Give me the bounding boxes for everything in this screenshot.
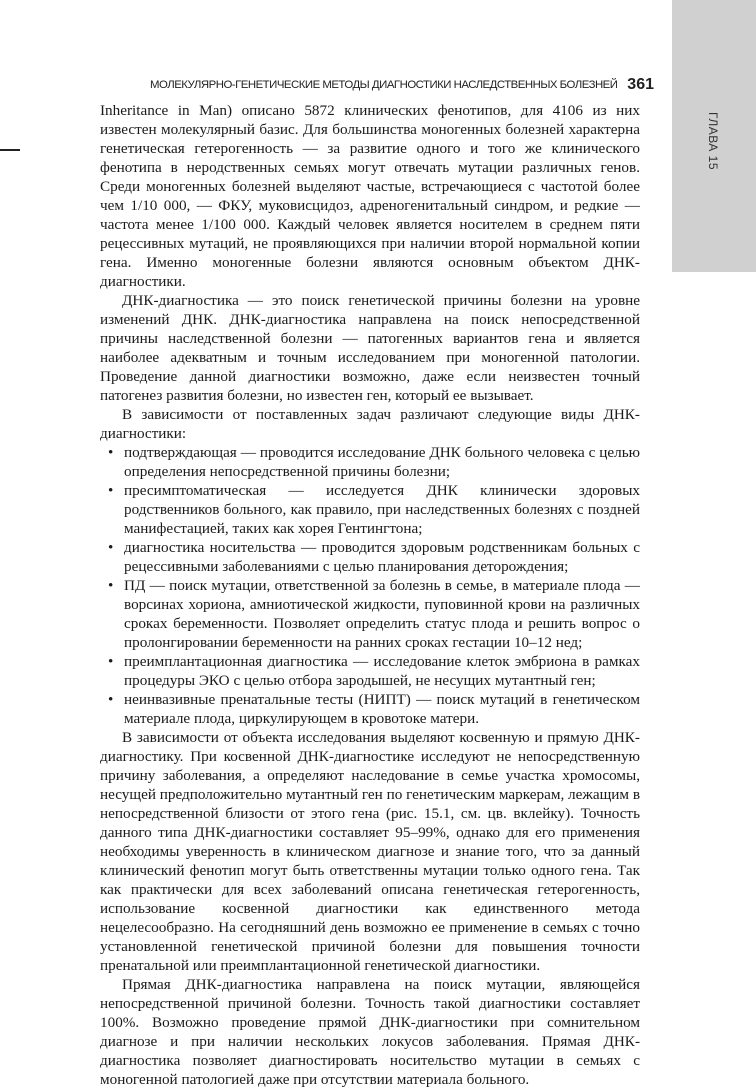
chapter-label: ГЛАВА 15 bbox=[706, 112, 720, 170]
paragraph: ДНК-диагностика — это поиск генетической причины болезни на уровне изменений ДНК. ДНК-диагностика направлена на поиск непосредственной причины наследственной болезни — патогенных вариантов гена и является наиболее адекватным и точным исследованием при моногенной патологии. Проведение данной диагностики возможно, даже если неизвестен точный патогенез развития болезни, но известен ген, который ее вызывает. bbox=[100, 292, 640, 404]
page-header bbox=[150, 77, 654, 99]
list-item: • подтверждающая — проводится исследование ДНК больного человека с целью определения непосредственной причины болезни; bbox=[124, 443, 640, 481]
margin-mark bbox=[0, 149, 20, 151]
list-item: • ПД — поиск мутации, ответственной за болезнь в семье, в материале плода — ворсинах хориона, амниотической жидкости, пуповинной крови на различных сроках беременности. Позволяет определить статус плода и решить вопрос о пролонгировании беременности на ранних сроках гестации 10–12 нед; bbox=[124, 576, 640, 652]
paragraph: Inheritance in Man) описано 5872 клинических фенотипов, для 4106 из них известен молекулярный базис. Для большинства моногенных болезней характерна генетическая гетерогенность — за развитие одного и того же клинического фенотипа в неродственных семьях могут отвечать мутации различных генов. Среди моногенных болезней выделяют частые, встречающиеся с частотой более чем 1/10 000, — ФКУ, муковисцидоз, адреногенитальный синдром, и редкие — частота менее 1/100 000. Каждый человек является носителем в среднем пяти рецессивных мутаций, не проявляющихся при наличии второй нормальной копии гена. Именно моногенные болезни являются основным объектом ДНК-диагностики. bbox=[100, 102, 640, 290]
diagnostics-types-list bbox=[100, 443, 640, 728]
paragraph: Прямая ДНК-диагностика направлена на поиск мутации, являющейся непосредственной причиной болезни. Точность такой диагностики составляет 100%. Возможно проведение прямой ДНК-диагностики при сомнительном диагнозе и при наличии нескольких локусов заболевания. Прямая ДНК-диагностика позволяет диагностировать носительство мутации в семьях с моногенной патологией даже при отсутствии материала больного. bbox=[100, 976, 640, 1088]
list-item: • пресимптоматическая — исследуется ДНК клинически здоровых родственников больного, как правило, при наследственных болезнях с поздней манифестацией, таких как хорея Гентингтона; bbox=[124, 481, 640, 538]
list-item: • диагностика носительства — проводится здоровым родственникам больных с рецессивными заболеваниями с целью планирования деторождения; bbox=[124, 538, 640, 576]
paragraph: В зависимости от поставленных задач различают следующие виды ДНК-диагностики: bbox=[100, 406, 640, 442]
list-item: • преимплантационная диагностика — исследование клеток эмбриона в рамках процедуры ЭКО с целью отбора зародышей, не несущих мутантный ген; bbox=[124, 652, 640, 690]
body-text bbox=[100, 101, 640, 1089]
list-item: • неинвазивные пренатальные тесты (НИПТ) — поиск мутаций в генетическом материале плода, циркулирующем в кровотоке матери. bbox=[124, 690, 640, 728]
running-title: МОЛЕКУЛЯРНО-ГЕНЕТИЧЕСКИЕ МЕТОДЫ ДИАГНОСТИКИ НАСЛЕДСТВЕННЫХ БОЛЕЗНЕЙ bbox=[150, 79, 618, 91]
paragraph: В зависимости от объекта исследования выделяют косвенную и прямую ДНК-диагностику. При косвенной ДНК-диагностике исследуют не непосредственную причину заболевания, а определяют наследование в семье участка хромосомы, несущей предположительно мутантный ген по генетическим маркерам, лежащим в непосредственной близости от этого гена (рис. 15.1, см. цв. вклейку). Точность данного типа ДНК-диагностики составляет 95–99%, однако для его применения необходимы уверенность в клиническом диагнозе и знание того, что за данный клинический фенотип могут быть ответственны мутации только одного гена. Так как практически для всех заболеваний описана генетическая гетерогенность, использование косвенной диагностики как единственного метода нецелесообразно. На сегодняшний день возможно ее применение в семьях с точно установленной генетической причиной болезни для повышения точности пренатальной или преимплантационной генетической диагностики. bbox=[100, 729, 640, 974]
page-number: 361 bbox=[627, 76, 654, 93]
